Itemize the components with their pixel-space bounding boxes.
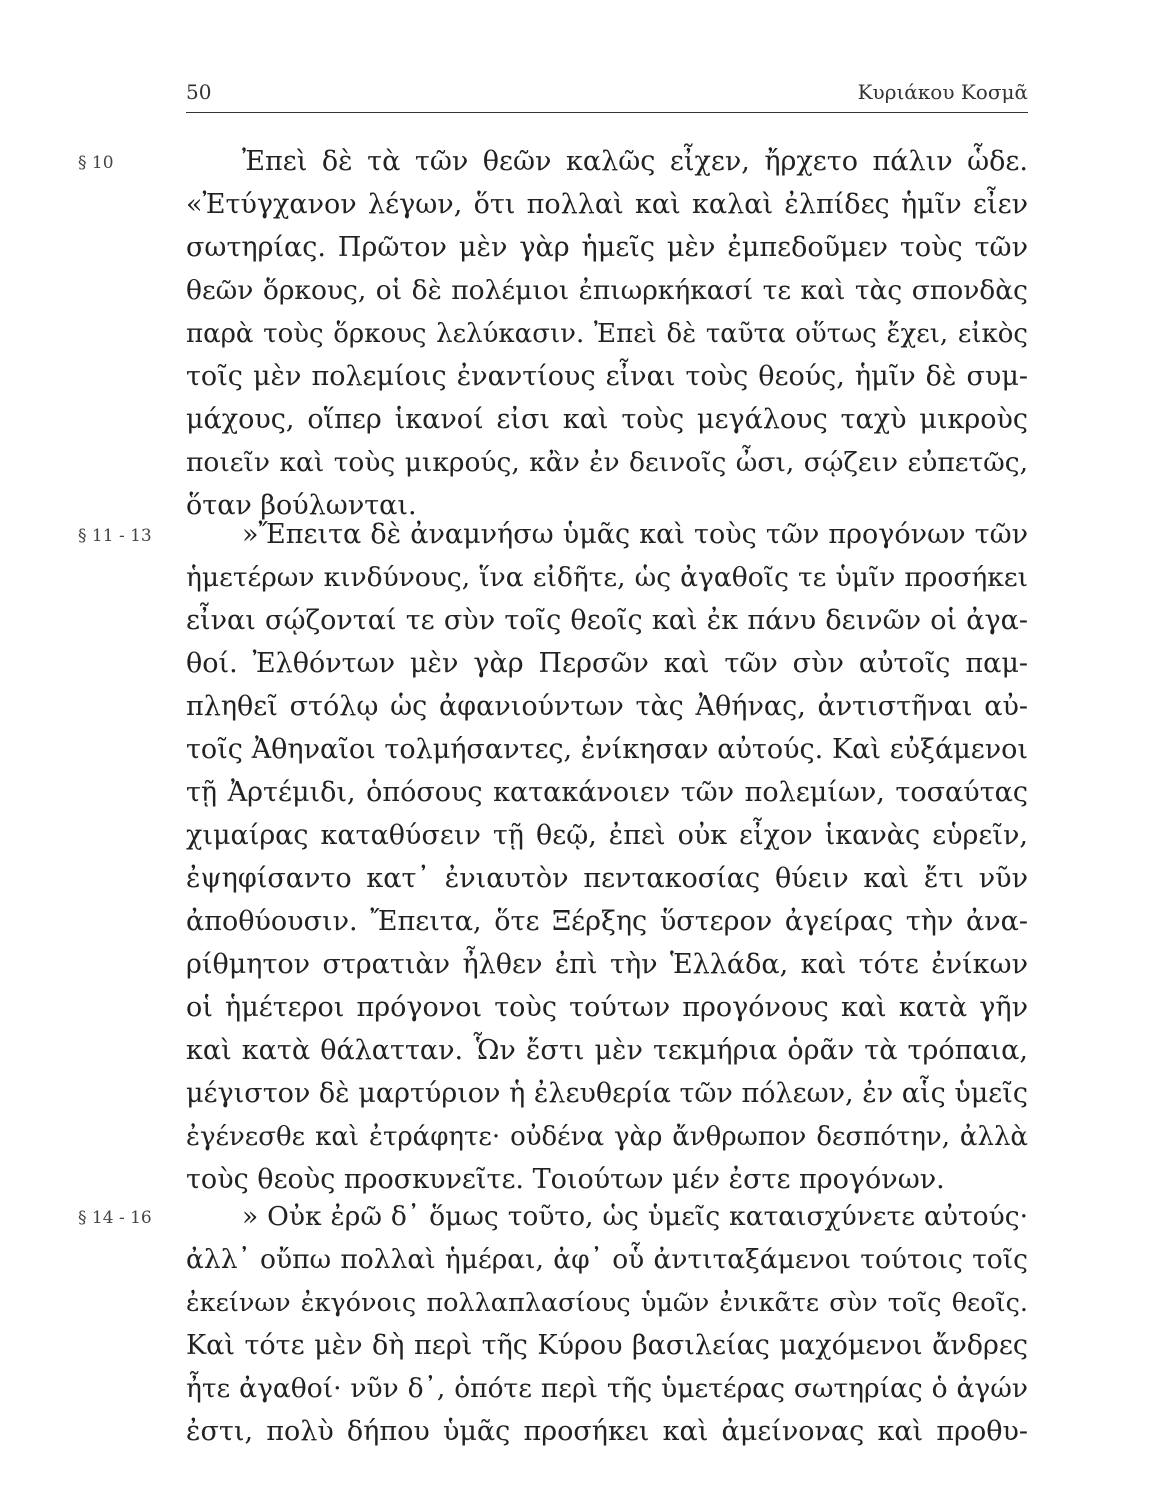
text-line: »Ἔπειτα δὲ ἀναμνήσω ὑμᾶς καὶ τοὺς τῶν προγόνων τῶν: [242, 519, 1028, 550]
text-line: ἐκείνων ἐκγόνοις πολλαπλασίους ὑμῶν ἐνικᾶτε σὺν τοῖς θεοῖς.: [186, 1288, 1028, 1318]
text-line: τοῖς Ἀθηναῖοι τολμήσαντες, ἐνίκησαν αὐτούς. Καὶ εὐξάμενοι: [186, 734, 1028, 765]
text-line: ἐψηφίσαντο κατ᾽ ἐνιαυτὸν πεντακοσίας θύειν καὶ ἔτι νῦν: [186, 863, 1028, 894]
text-line: μάχους, οἵπερ ἱκανοί εἰσι καὶ τοὺς μεγάλους ταχὺ μικροὺς: [186, 404, 1028, 435]
text-line: ἡμετέρων κινδύνους, ἵνα εἰδῆτε, ὡς ἀγαθοῖς τε ὑμῖν προσήκει: [186, 562, 1028, 593]
text-line: καὶ κατὰ θάλατταν. Ὧν ἔστι μὲν τεκμήρια ὁρᾶν τὰ τρόπαια,: [186, 1035, 1028, 1066]
section-label: § 10: [78, 153, 114, 173]
text-line: ὅταν βούλωνται.: [186, 490, 417, 521]
text-line: ἐγένεσθε καὶ ἐτράφητε· οὐδένα γὰρ ἄνθρωπον δεσπότην, ἀλλὰ: [186, 1122, 1028, 1152]
page-header: [186, 76, 1028, 113]
text-line: θεῶν ὅρκους, οἱ δὲ πολέμιοι ἐπιωρκήκασί τε καὶ τὰς σπονδὰς: [186, 275, 1028, 306]
text-line: ἀποθύουσιν. Ἔπειτα, ὅτε Ξέρξης ὕστερον ἀγείρας τὴν ἀνα-: [186, 906, 1028, 937]
text-line: θοί. Ἐλθόντων μὲν γὰρ Περσῶν καὶ τῶν σὺν αὐτοῖς παμ-: [186, 648, 1028, 679]
text-line: ρίθμητον στρατιὰν ἦλθεν ἐπὶ τὴν Ἑλλάδα, καὶ τότε ἐνίκων: [186, 949, 1028, 980]
text-line: σωτηρίας. Πρῶτον μὲν γὰρ ἡμεῖς μὲν ἐμπεδοῦμεν τοὺς τῶν: [186, 232, 1028, 263]
text-line: μέγιστον δὲ μαρτύριον ἡ ἐλευθερία τῶν πόλεων, ἐν αἷς ὑμεῖς: [186, 1078, 1028, 1109]
text-line: χιμαίρας καταθύσειν τῇ θεῷ, ἐπεὶ οὐκ εἶχον ἱκανὰς εὑρεῖν,: [186, 820, 1028, 851]
page-number: 50: [186, 80, 212, 104]
text-line: εἶναι σῴζονταί τε σὺν τοῖς θεοῖς καὶ ἐκ πάνυ δεινῶν οἱ ἀγα-: [186, 605, 1028, 636]
text-line: ἐστι, πολὺ δήπου ὑμᾶς προσήκει καὶ ἀμείνονας καὶ προθυ-: [186, 1416, 1028, 1447]
text-line: «Ἐτύγχανον λέγων, ὅτι πολλαὶ καὶ καλαὶ ἐλπίδες ἡμῖν εἶεν: [186, 189, 1028, 220]
text-line: Καὶ τότε μὲν δὴ περὶ τῆς Κύρου βασιλείας μαχόμενοι ἄνδρες: [186, 1330, 1028, 1361]
text-line: ποιεῖν καὶ τοὺς μικρούς, κἂν ἐν δεινοῖς ὦσι, σῴζειν εὐπετῶς,: [186, 447, 1028, 478]
text-line: τῇ Ἀρτέμιδι, ὁπόσους κατακάνοιεν τῶν πολεμίων, τοσαύτας: [186, 777, 1028, 808]
running-head: Κυριάκου Κοσμᾶ: [857, 80, 1028, 104]
section-label: § 11 - 13: [78, 526, 152, 546]
text-line: τοῖς μὲν πολεμίοις ἐναντίους εἶναι τοὺς θεούς, ἡμῖν δὲ συμ-: [186, 361, 1028, 392]
text-line: οἱ ἡμέτεροι πρόγονοι τοὺς τούτων προγόνους καὶ κατὰ γῆν: [186, 992, 1028, 1023]
text-line: Ἐπεὶ δὲ τὰ τῶν θεῶν καλῶς εἶχεν, ἤρχετο πάλιν ὧδε.: [242, 146, 1028, 177]
text-line: παρὰ τοὺς ὅρκους λελύκασιν. Ἐπεὶ δὲ ταῦτα οὕτως ἔχει, εἰκὸς: [186, 319, 1028, 349]
text-line: ἀλλ᾽ οὔπω πολλαὶ ἡμέραι, ἀφ᾽ οὗ ἀντιταξάμενοι τούτοις τοῖς: [186, 1244, 1028, 1275]
text-line: πληθεῖ στόλῳ ὡς ἀφανιούντων τὰς Ἀθήνας, ἀντιστῆναι αὐ-: [186, 691, 1028, 722]
text-line: » Οὐκ ἐρῶ δ᾽ ὅμως τοῦτο, ὡς ὑμεῖς καταισχύνετε αὐτούς·: [242, 1201, 1028, 1232]
text-line: τοὺς θεοὺς προσκυνεῖτε. Τοιούτων μέν ἐστε προγόνων.: [186, 1164, 945, 1195]
text-line: ἦτε ἀγαθοί· νῦν δ᾽, ὁπότε περὶ τῆς ὑμετέρας σωτηρίας ὁ ἀγών: [186, 1373, 1028, 1404]
section-label: § 14 - 16: [78, 1208, 152, 1228]
